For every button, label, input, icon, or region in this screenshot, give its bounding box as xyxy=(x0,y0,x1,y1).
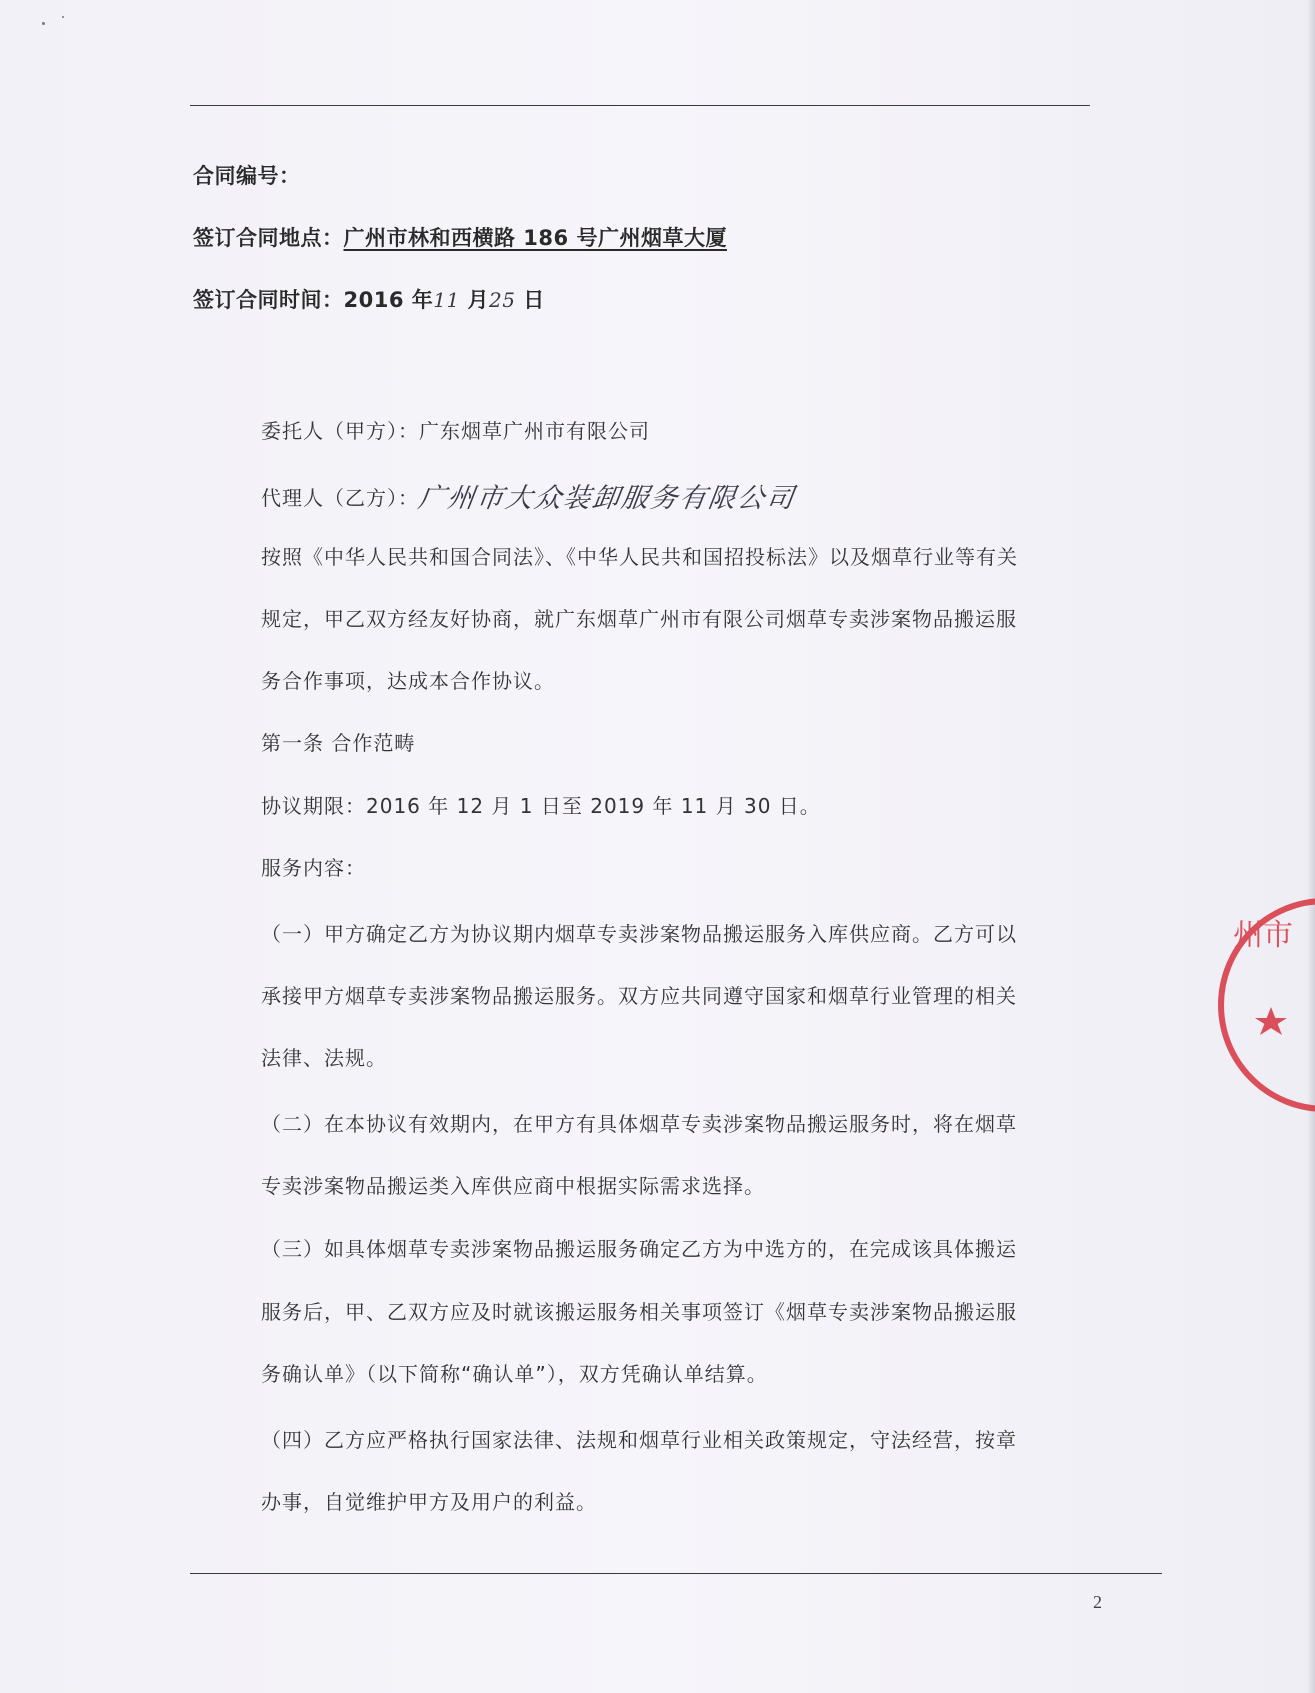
scan-speck xyxy=(62,16,64,18)
agent-party-label: 代理人（乙方）： xyxy=(261,486,419,510)
body-line: 法律、法规。 xyxy=(261,1046,387,1070)
handwritten-month: 11 xyxy=(433,288,460,312)
handwritten-day: 25 xyxy=(489,288,516,312)
agent-party xyxy=(261,474,796,513)
footer-rule xyxy=(190,1573,1162,1574)
page-number: 2 xyxy=(1093,1592,1102,1612)
seal-star-icon xyxy=(1255,1007,1287,1035)
body-line: 务确认单》（以下简称“确认单”），双方凭确认单结算。 xyxy=(261,1362,768,1386)
body-line: 服务内容： xyxy=(261,856,366,880)
company-seal xyxy=(1205,885,1315,1125)
seal-text: 州市 xyxy=(1233,918,1293,953)
signing-place xyxy=(193,222,727,252)
signing-place-value: 广州市林和西横路 186 号广州烟草大厦 xyxy=(343,226,727,250)
signing-place-label: 签订合同地点： xyxy=(193,226,344,250)
body-line: 协议期限：2016 年 12 月 1 日至 2019 年 11 月 30 日。 xyxy=(261,794,821,818)
body-line: 务合作事项，达成本合作协议。 xyxy=(261,669,555,693)
body-line: 承接甲方烟草专卖涉案物品搬运服务。双方应共同遵守国家和烟草行业管理的相关 xyxy=(261,984,1017,1008)
scan-speck xyxy=(42,22,45,25)
contract-number-label: 合同编号： xyxy=(193,164,301,188)
day-suffix: 日 xyxy=(515,288,545,312)
header-rule xyxy=(190,105,1090,106)
body-line: （三）如具体烟草专卖涉案物品搬运服务确定乙方为中选方的，在完成该具体搬运 xyxy=(261,1237,1017,1261)
body-line: 规定，甲乙双方经友好协商，就广东烟草广州市有限公司烟草专卖涉案物品搬运服 xyxy=(261,607,1017,631)
signing-time-label: 签订合同时间： xyxy=(193,288,344,312)
body-line: 办事，自觉维护甲方及用户的利益。 xyxy=(261,1490,597,1514)
principal-party: 委托人（甲方）：广东烟草广州市有限公司 xyxy=(261,419,650,443)
body-line: 专卖涉案物品搬运类入库供应商中根据实际需求选择。 xyxy=(261,1174,765,1198)
body-line: （二）在本协议有效期内，在甲方有具体烟草专卖涉案物品搬运服务时，将在烟草 xyxy=(261,1112,1017,1136)
body-line: 按照《中华人民共和国合同法》、《中华人民共和国招投标法》以及烟草行业等有关 xyxy=(261,545,1018,569)
body-line: 服务后，甲、乙双方应及时就该搬运服务相关事项签订《烟草专卖涉案物品搬运服 xyxy=(261,1300,1017,1324)
signing-time-year: 2016 年 xyxy=(343,288,434,312)
signing-time xyxy=(193,284,545,314)
article-heading: 第一条 合作范畴 xyxy=(261,731,416,755)
month-suffix: 月 xyxy=(459,288,490,312)
body-line: （四）乙方应严格执行国家法律、法规和烟草行业相关政策规定，守法经营，按章 xyxy=(261,1428,1017,1452)
agent-signature: 广州市大众装卸服务有限公司 xyxy=(416,483,798,514)
body-line: （一）甲方确定乙方为协议期内烟草专卖涉案物品搬运服务入库供应商。乙方可以 xyxy=(261,922,1017,946)
page-edge-shadow xyxy=(1307,0,1315,1693)
